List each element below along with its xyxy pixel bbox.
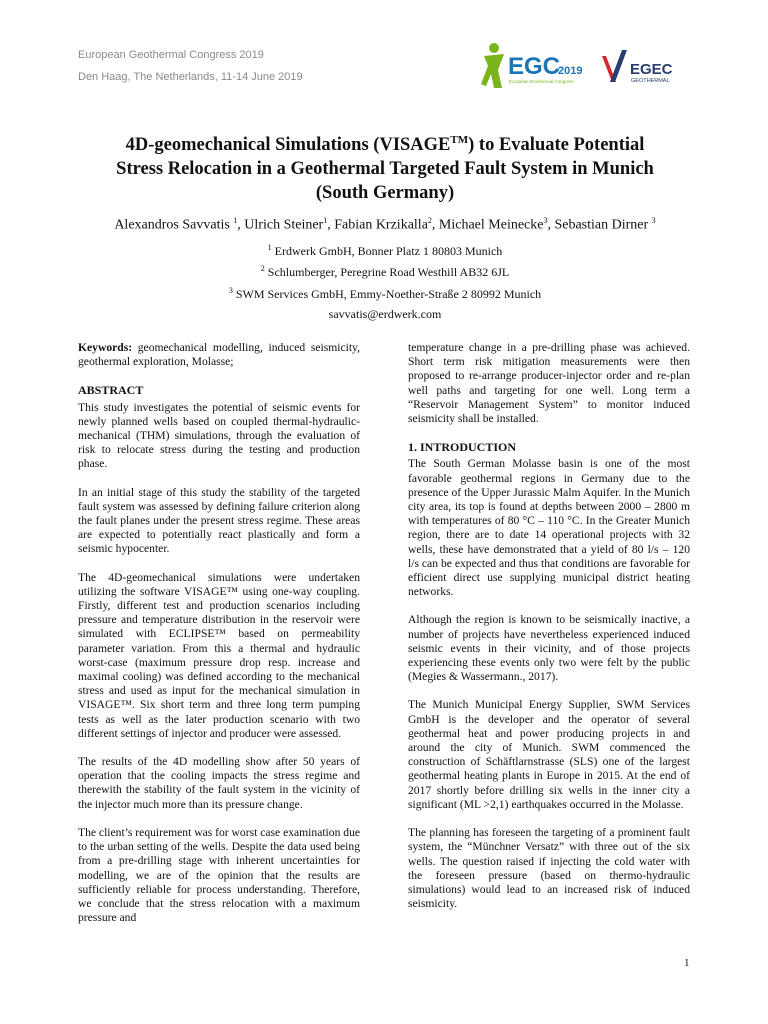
left-column [78,341,360,939]
page-number: 1 [684,957,690,969]
abstract-paragraph-3: The 4D-geomechanical simulations were undertaken utilizing the software VISAGE™ using one-way coupling. Firstly, different test and production scenarios including pressure and temperature distribution in the reservoir were simulated with ECLIPSE™ based on permeability parameter variation. From this a thermal and hydraulic worst-case (maximum pressure drop resp. increase and maximal cooling) was defined according to the mechanical stress and used as input for the mechanical simulation in VISAGE™. Six short term and three long term pumping tests as well as the later production scenario with two different settings of injector and producer were assessed. [78,570,360,740]
abstract-paragraph-2: In an initial stage of this study the stability of the targeted fault system was assessed by defining failure criterion along the fault planes under the present stress regime. These areas are expected to potentially react plastically and form a seismic hypocenter. [78,485,360,556]
affiliation-2: $^2$ Schlumberger, Peregrine Road Westhill AB32 6JL [260,264,510,279]
svg-text:2019: 2019 [558,65,583,77]
congress-location: Den Haag, The Netherlands, 11-14 June 2019 [78,71,303,83]
congress-header [78,44,303,88]
abstract-heading: ABSTRACT [78,383,144,398]
introduction-heading: 1. INTRODUCTION [408,440,517,455]
congress-name: European Geothermal Congress 2019 [78,49,264,61]
egec-logo [600,48,690,88]
intro-paragraph-1: The South German Molasse basin is one of the most favorable geothermal regions in Germany due to the presence of the Upper Jurassic Malm Aquifer. In the Munich city area, its top is found at depths between 2000 – 2800 m with temperatures of 80 °C – 110 °C. In the Greater Munich region, there are to date 14 operational projects with 32 wells, these have demonstrated that a yield of 80 l/s – 120 l/s can be expected and thus that conditions are favorable for efficient direct use supplying municipal district heating networks. [408,457,690,599]
abstract-paragraph-5: The client’s requirement was for worst case examination due to the urban setting of the wells. Despite the data used being from a pre-drilling stage with inherent uncertainties for modelling, we are of the opinion that the results are sufficiently reliable for process understanding. Therefore, we conclude that the stress relocation with a maximum pressure and [78,825,361,925]
author-list: Alexandros Savvatis $^1$, Ulrich Steiner$^1$, Fabian Krzikalla$^2$, Michael Meinecke$^3$, Sebastian Dirner $^3$ [114,216,656,233]
intro-paragraph-2: Although the region is known to be seismically inactive, a number of projects have nevertheless experienced induced seismic events in their vicinity, and of those projects experiencing these events only two were felt by the public (Megies & Wassermann., 2017). [408,613,690,684]
paper-title: 4D-geomechanical Simulations (VISAGE™) to Evaluate Potential Stress Relocation in a Geothermal Targeted Fault System in Munich (South Germany) [116,134,654,204]
egc2019-logo [480,40,590,94]
author-email: savvatis@erdwerk.com [328,307,442,321]
svg-text:European Geothermal Congress: European Geothermal Congress [509,79,574,84]
abstract-paragraph-1: This study investigates the potential of seismic events for newly planned wells based on coupled thermal-hydraulic-mechanical (THM) simulations, through the evaluation of risk to relocate stress during the testing and production phase. [78,400,360,471]
right-column [408,341,690,925]
intro-paragraph-3: The Munich Municipal Energy Supplier, SWM Services GmbH is the developer and the operator of several geothermal heat and power producing projects in and around the city of Munich. SWM commenced the construction of Schäftlarnstrasse (SLS) one of the largest geothermal heating plants in Europe in 2015. At the end of 2017 shortly before drilling six wells in the inner city a significant (ML >2,1) earthquakes occurred in the Molasse. [408,698,690,811]
intro-paragraph-4: The planning has foreseen the targeting of a prominent fault system, the “Münchner Versatz” with three out of the six wells. The question raised if injecting the cold water with the foreseen pressure (based on thermo-hydraulic simulations) would lead to an increased risk of induced seismicity. [408,826,690,911]
abstract-paragraph-continued: temperature change in a pre-drilling phase was achieved. Short term risk mitigation measurements were then proposed to re-arrange producer-injector order and re-plan well paths and targeting for one well. Long term a “Reservoir Management System” to monitor induced seismicity shall be installed. [408,341,690,426]
svg-text:GEOTHERMAL: GEOTHERMAL [631,78,670,84]
keywords: Keywords: geomechanical modelling, induced seismicity, geothermal exploration, Molasse; [78,341,360,369]
affiliation-3: $^3$ SWM Services GmbH, Emmy-Noether-Straße 2 80992 Munich [228,286,542,301]
svg-text:EGC: EGC [508,53,561,80]
abstract-paragraph-4: The results of the 4D modelling show after 50 years of operation that the cooling impacts the stress regime and therewith the stability of the fault system in the vicinity of the injector much more than its pressure change. [78,755,360,811]
svg-text:EGEC: EGEC [630,61,673,78]
affiliation-1: $^1$ Erdwerk GmbH, Bonner Platz 1 80803 Munich [267,243,503,258]
